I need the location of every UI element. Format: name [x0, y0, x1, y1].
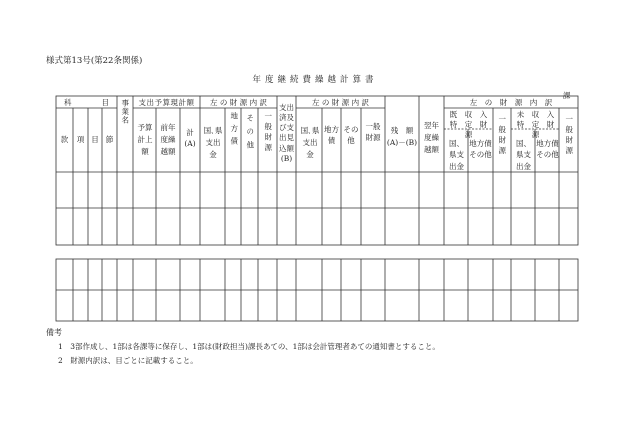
header-zennendo: 前年度繰越額 [160, 123, 176, 156]
header-ippan-4: 一般財源 [564, 115, 574, 157]
note-item-2: 2 財源内訳は、目ごとに記載すること。 [58, 356, 198, 365]
header-zaigen-left-2: 左 の 財 源 内 訳 [312, 98, 369, 107]
header-jigyo: 事業名 [120, 99, 130, 125]
header-sonota-1: その他 [245, 114, 255, 155]
header-chihosai-1: 地方債 [229, 112, 239, 150]
header-kei-a: 計(A) [184, 128, 196, 148]
header-shishutsu-total: 支出予算現計額 [138, 98, 195, 107]
header-yokunendo: 翌年度繰越額 [424, 121, 439, 154]
header-kamoku: 科 目 [64, 98, 109, 107]
header-sonota-2: その他 [343, 125, 359, 145]
header-yosan-keijo: 予算計上額 [137, 123, 153, 156]
header-zaigen-left-3: 左 の 財 源 内 訳 [469, 98, 553, 107]
header-kou: 項 [76, 135, 85, 144]
header-setsu: 節 [105, 135, 114, 144]
header-mishu: 未 収 入 特 定 財 源 [516, 110, 562, 140]
header-zangaku: 残 額(A)－(B) [386, 126, 418, 147]
header-kokuken-1: 国､県支出金 [203, 126, 223, 159]
header-shishutsu-zumi: 支出済及び支出見込額(B) [279, 103, 294, 163]
header-ippan-3: 一般財源 [497, 115, 507, 157]
header-mishu-chihosai: 地方債その他 [536, 139, 559, 160]
header-mishu-kokuken: 国、県支出金 [516, 139, 531, 171]
header-ippan-2: 一般財源 [365, 122, 381, 142]
department-label: 課 [563, 91, 571, 100]
notes-heading: 備考 [46, 328, 62, 337]
header-kishu-chihosai: 地方債その他 [469, 139, 492, 160]
header-zaigen-left-1: 左 の 財 源 内 訳 [210, 98, 267, 107]
header-ippan-1: 一般財源 [263, 112, 273, 154]
form-number: 様式第13号(第22条関係) [46, 56, 143, 66]
header-kokuken-2: 国､県支出金 [300, 126, 320, 159]
document-title: 年度継続費繰越計算書 [252, 75, 378, 85]
header-chihosai-2: 地方債 [324, 125, 339, 145]
header-kishu-kokuken: 国、県支出金 [449, 139, 464, 171]
header-moku: 目 [91, 135, 99, 144]
header-kishu: 既 収 入 特 定 財 源 [449, 110, 495, 140]
header-kan: 款 [60, 135, 69, 144]
note-item-1: 1 3部作成し、1部は各課等に保存し、1部は(財政担当)課長あての、1部は会計管理者あての通知書とすること。 [58, 342, 440, 351]
